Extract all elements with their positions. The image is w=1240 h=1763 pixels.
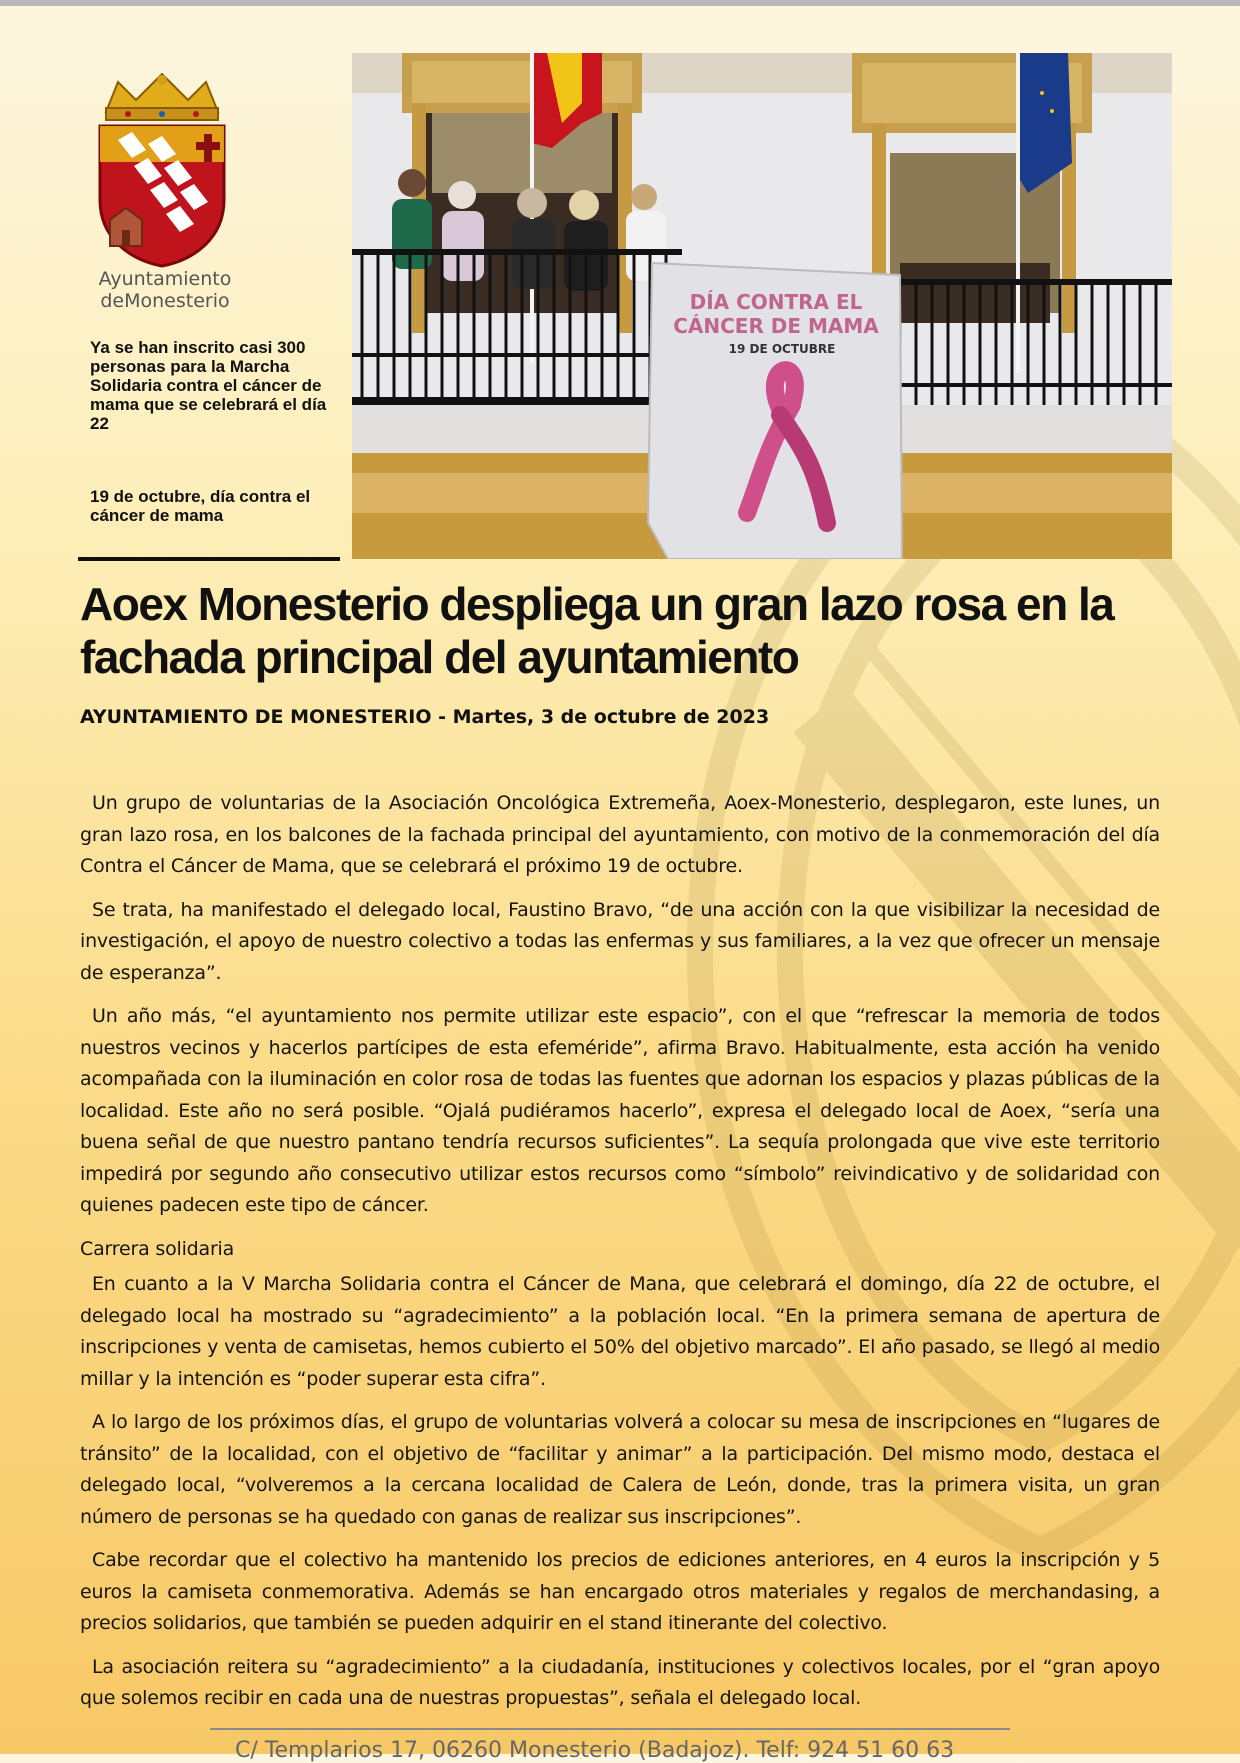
footer-divider xyxy=(210,1728,1010,1730)
article-byline: AYUNTAMIENTO DE MONESTERIO - Martes, 3 de octubre de 2023 xyxy=(80,706,770,728)
ayuntamiento-coat-of-arms-logo xyxy=(88,70,236,270)
article-paragraph: La asociación reitera su “agradecimiento” a la ciudadanía, instituciones y colectivos locales, por el “gran apoyo que solemos recibir en cada una de nuestras propuestas”, señala el delegado local. xyxy=(80,1655,1160,1709)
article-headline: Aoex Monesterio despliega un gran lazo rosa en la fachada principal del ayuntamiento xyxy=(80,578,1114,683)
side-note-date: 19 de octubre, día contra el cáncer de mama xyxy=(90,487,311,525)
banner-date: 19 DE OCTUBRE xyxy=(728,342,836,356)
article-paragraph: Un grupo de voluntarias de la Asociación Oncológica Extremeña, Aoex-Monesterio, desplegaron, este lunes, un gran lazo rosa, en los balcones de la fachada principal del ayuntamiento, con motivo de la conmemoración del día Contra el Cáncer de Mama, que se celebrará el próximo 19 de octubre. xyxy=(80,792,1160,877)
logo-line-2: deMonesterio xyxy=(100,290,230,312)
logo-line-1: Ayuntamiento xyxy=(98,268,232,290)
balcony-banner-photo xyxy=(352,53,1172,559)
article-body xyxy=(80,788,1160,1727)
page-top-border xyxy=(0,0,1240,6)
article-subheading: Carrera solidaria xyxy=(80,1237,235,1260)
article-paragraph: Cabe recordar que el colectivo ha mantenido los precios de ediciones anteriores, en 4 euros la inscripción y 5 euros la camiseta conmemorativa. Además se han encargado otros materiales y regalos de merchandasing, a precios solidarios, que también se pueden adquirir en el stand itinerante del colectivo. xyxy=(80,1549,1160,1634)
article-paragraph: En cuanto a la V Marcha Solidaria contra el Cáncer de Mana, que celebrará el domingo, día 22 de octubre, el delegado local ha mostrado su “agradecimiento” a la población local. “En la primera semana de apertura de inscripciones y venta de camisetas, hemos cubierto el 50% del objetivo marcado”. El año pasado, se llegó al medio millar y la intención es “poder superar esta cifra”. xyxy=(80,1273,1160,1390)
article-paragraph: Se trata, ha manifestado el delegado local, Faustino Bravo, “de una acción con la que visibilizar la necesidad de investigación, el apoyo de nuestro colectivo a todas las enfermas y sus familiares, a la vez que ofrecer un mensaje de esperanza”. xyxy=(80,898,1160,984)
article-paragraph: A lo largo de los próximos días, el grupo de voluntarias volverá a colocar su mesa de inscripciones en “lugares de tránsito” de la localidad, con el objetivo de “facilitar y animar” a la participación. Del mismo modo, destaca el delegado local, “volveremos a la cercana localidad de Calera de León, donde, tras la primera visita, un gran número de personas se ha quedado con ganas de realizar sus inscripciones”. xyxy=(80,1411,1160,1528)
banner-title-line-1: DÍA CONTRA EL xyxy=(689,290,863,314)
article-paragraph: Un año más, “el ayuntamiento nos permite utilizar este espacio”, con el que “refrescar la memoria de todos nuestros vecinos y hacerlos partícipes de esta efeméride”, afirma Bravo. Habitualmente, esta acción ha venido acompañada con la iluminación en color rosa de todas las fuentes que adornan los espacios y plazas públicas de la localidad. Este año no será posible. “Ojalá pudiéramos hacerlo”, expresa el delegado local de Aoex, “sería una buena señal de que nuestro pantano tendría recursos suficientes”. La sequía prolongada que vive este territorio impedirá por segundo año consecutivo utilizar estos recursos como “símbolo” reivindicativo y de solidaridad con quienes padecen este tipo de cáncer. xyxy=(80,1005,1160,1216)
logo-wordmark xyxy=(80,268,250,312)
side-note-registrations: Ya se han inscrito casi 300 personas para la Marcha Solidaria contra el cáncer de mama que se celebrará el día 22 xyxy=(90,338,327,433)
banner-title-line-2: CÁNCER DE MAMA xyxy=(673,314,879,338)
side-divider xyxy=(78,557,340,561)
footer-address: C/ Templarios 17, 06260 Monesterio (Badajoz). Telf: 924 51 60 63 xyxy=(235,1738,955,1763)
